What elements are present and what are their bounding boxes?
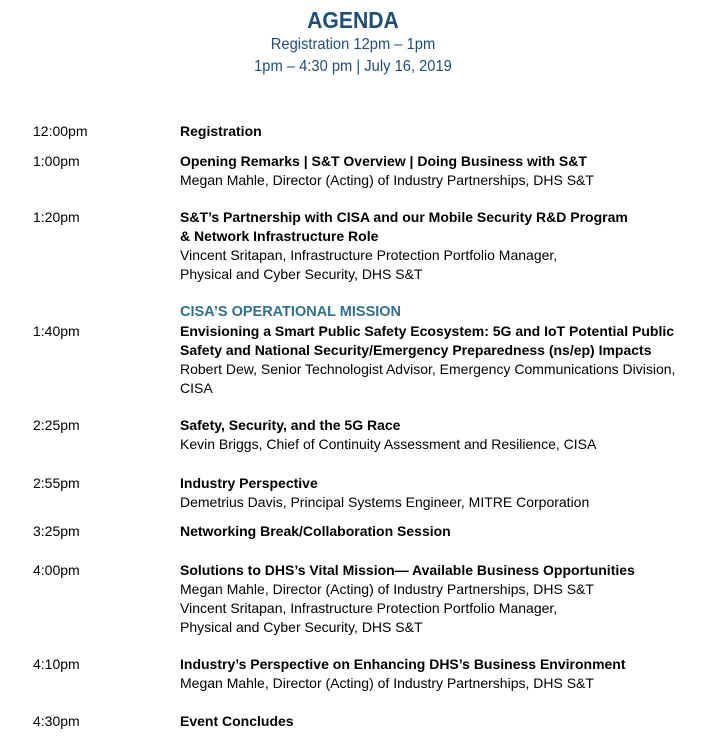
session-title: Safety and National Security/Emergency Preparedness (ns/ep) Impacts bbox=[180, 342, 652, 358]
agenda-content bbox=[180, 712, 700, 731]
session-title: Industry Perspective bbox=[180, 475, 318, 491]
session-title: Registration bbox=[180, 123, 262, 139]
speaker-info: Vincent Sritapan, Infrastructure Protection Portfolio Manager, bbox=[180, 600, 558, 616]
agenda-time: 4:10pm bbox=[33, 656, 80, 672]
speaker-info: Physical and Cyber Security, DHS S&T bbox=[180, 619, 423, 635]
agenda-content bbox=[180, 322, 700, 398]
session-title: Event Concludes bbox=[180, 713, 294, 729]
session-title: Industry’s Perspective on Enhancing DHS’s Business Environment bbox=[180, 656, 626, 672]
session-title: Opening Remarks | S&T Overview | Doing Business with S&T bbox=[180, 153, 587, 169]
registration-time: Registration 12pm – 1pm bbox=[270, 36, 436, 53]
agenda-content bbox=[180, 655, 700, 693]
agenda-content bbox=[180, 561, 700, 637]
agenda-time: 1:20pm bbox=[33, 209, 80, 225]
agenda-time: 4:00pm bbox=[33, 562, 80, 578]
section-heading: CISA’S OPERATIONAL MISSION bbox=[180, 304, 402, 320]
agenda-content bbox=[180, 122, 700, 141]
session-title: Networking Break/Collaboration Session bbox=[180, 523, 451, 539]
speaker-info: Megan Mahle, Director (Acting) of Industry Partnerships, DHS S&T bbox=[180, 581, 594, 597]
agenda-time: 2:55pm bbox=[33, 475, 80, 491]
speaker-info: Megan Mahle, Director (Acting) of Industry Partnerships, DHS S&T bbox=[180, 675, 594, 691]
agenda-content bbox=[180, 152, 700, 190]
agenda-time: 1:40pm bbox=[33, 323, 80, 339]
agenda-content bbox=[180, 522, 700, 541]
agenda-time: 12:00pm bbox=[33, 123, 88, 139]
speaker-info: Demetrius Davis, Principal Systems Engineer, MITRE Corporation bbox=[180, 494, 590, 510]
agenda-content bbox=[180, 208, 700, 284]
agenda-content bbox=[180, 416, 700, 454]
speaker-info: CISA bbox=[180, 380, 213, 396]
session-title: & Network Infrastructure Role bbox=[180, 228, 379, 244]
event-time-date: 1pm – 4:30 pm | July 16, 2019 bbox=[254, 58, 452, 75]
agenda-time: 3:25pm bbox=[33, 523, 80, 539]
page-title: AGENDA bbox=[307, 7, 399, 33]
session-title: S&T’s Partnership with CISA and our Mobile Security R&D Program bbox=[180, 209, 628, 225]
session-title: Safety, Security, and the 5G Race bbox=[180, 417, 401, 433]
speaker-info: Robert Dew, Senior Technologist Advisor, Emergency Communications Division, bbox=[180, 361, 676, 377]
speaker-info: Physical and Cyber Security, DHS S&T bbox=[180, 266, 423, 282]
speaker-info: Kevin Briggs, Chief of Continuity Assessment and Resilience, CISA bbox=[180, 436, 597, 452]
session-title: Solutions to DHS’s Vital Mission— Available Business Opportunities bbox=[180, 562, 635, 578]
agenda-time: 4:30pm bbox=[33, 713, 80, 729]
session-title: Envisioning a Smart Public Safety Ecosystem: 5G and IoT Potential Public bbox=[180, 323, 675, 339]
agenda-time: 1:00pm bbox=[33, 153, 80, 169]
speaker-info: Megan Mahle, Director (Acting) of Industry Partnerships, DHS S&T bbox=[180, 172, 594, 188]
agenda-time: 2:25pm bbox=[33, 417, 80, 433]
speaker-info: Vincent Sritapan, Infrastructure Protection Portfolio Manager, bbox=[180, 247, 558, 263]
agenda-content bbox=[180, 474, 700, 512]
